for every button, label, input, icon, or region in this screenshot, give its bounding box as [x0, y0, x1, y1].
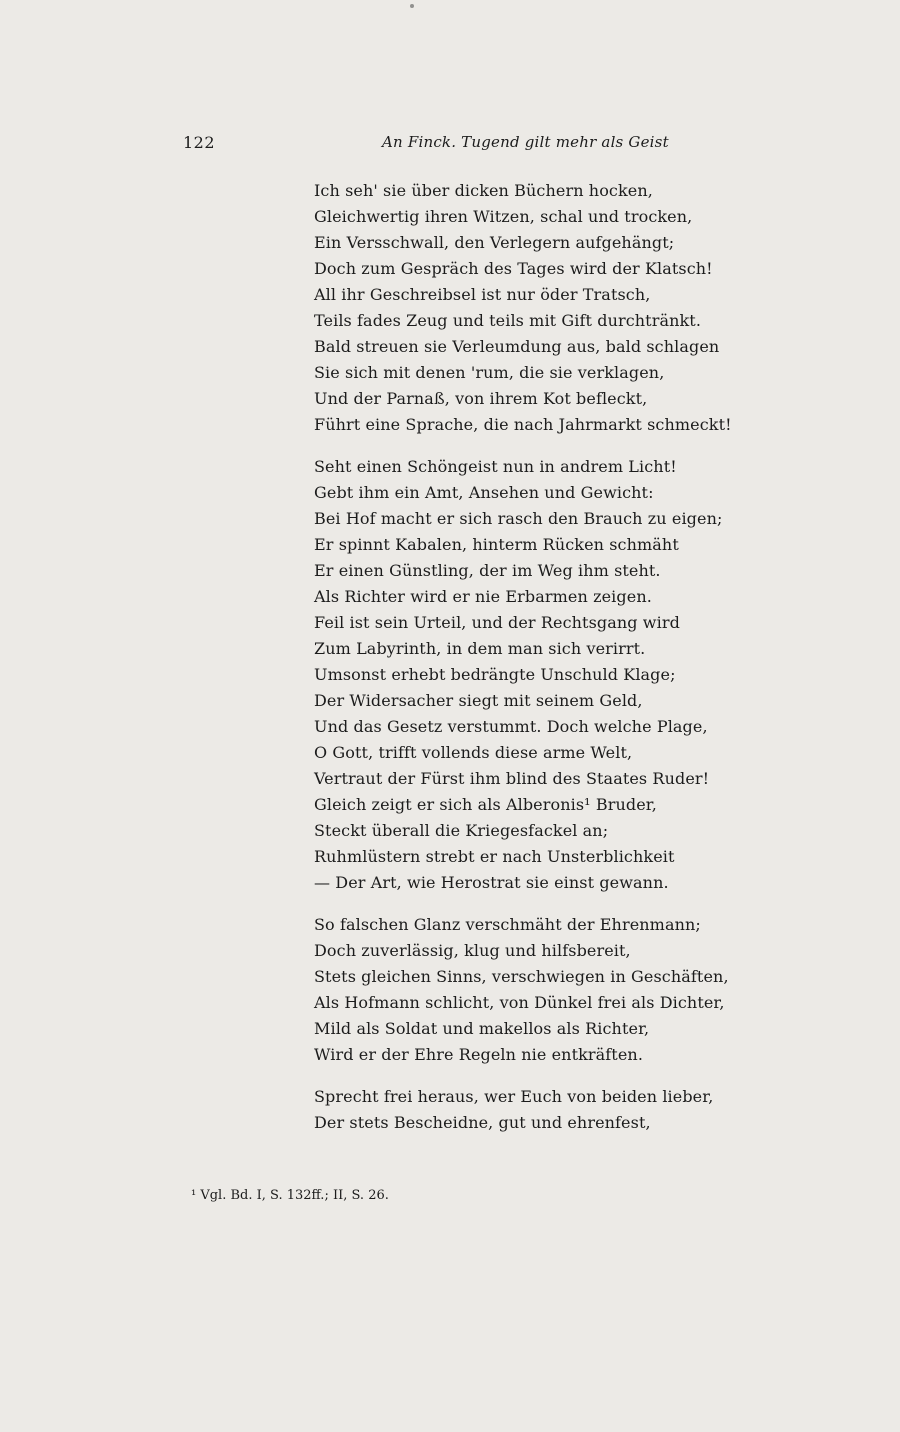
poem-line: Der stets Bescheidne, gut und ehrenfest,: [314, 1113, 651, 1132]
poem-line: Bei Hof macht er sich rasch den Brauch zu eigen;: [314, 509, 723, 528]
poem-line: Ruhmlüstern strebt er nach Unsterblichkeit: [314, 847, 675, 866]
poem-line: Bald streuen sie Verleumdung aus, bald schlagen: [314, 337, 720, 356]
page-number: 122: [183, 133, 216, 152]
poem-line: Und der Parnaß, von ihrem Kot befleckt,: [314, 389, 648, 408]
stanza-3: [314, 912, 729, 1068]
poem-line: Als Richter wird er nie Erbarmen zeigen.: [314, 587, 652, 606]
running-head: An Finck. Tugend gilt mehr als Geist: [382, 133, 669, 151]
poem-line: Er einen Günstling, der im Weg ihm steht.: [314, 561, 661, 580]
poem-line: Gleichwertig ihren Witzen, schal und trocken,: [314, 207, 693, 226]
poem-line: Sie sich mit denen 'rum, die sie verklagen,: [314, 363, 665, 382]
stanza-4: [314, 1084, 714, 1136]
poem-line: Feil ist sein Urteil, und der Rechtsgang wird: [314, 613, 680, 632]
poem-line: Doch zuverlässig, klug und hilfsbereit,: [314, 941, 631, 960]
stanza-2: [314, 454, 723, 896]
poem-line: Doch zum Gespräch des Tages wird der Klatsch!: [314, 259, 713, 278]
stanza-1: [314, 178, 732, 438]
poem-line: Seht einen Schöngeist nun in andrem Licht!: [314, 457, 677, 476]
poem-line: All ihr Geschreibsel ist nur öder Tratsch,: [314, 285, 651, 304]
poem-line: Zum Labyrinth, in dem man sich verirrt.: [314, 639, 646, 658]
poem-line: Der Widersacher siegt mit seinem Geld,: [314, 691, 643, 710]
poem-line: O Gott, trifft vollends diese arme Welt,: [314, 743, 633, 762]
poem-line: Mild als Soldat und makellos als Richter,: [314, 1019, 650, 1038]
poem-line: Teils fades Zeug und teils mit Gift durchtränkt.: [314, 311, 702, 330]
poem-line: Führt eine Sprache, die nach Jahrmarkt schmeckt!: [314, 415, 732, 434]
poem-line: Stets gleichen Sinns, verschwiegen in Geschäften,: [314, 967, 729, 986]
poem-line: Und das Gesetz verstummt. Doch welche Plage,: [314, 717, 708, 736]
poem-line: Steckt überall die Kriegesfackel an;: [314, 821, 609, 840]
poem-line: — Der Art, wie Herostrat sie einst gewann.: [314, 873, 669, 892]
poem-line: Gebt ihm ein Amt, Ansehen und Gewicht:: [314, 483, 654, 502]
poem-line: Ich seh' sie über dicken Büchern hocken,: [314, 181, 653, 200]
poem-line: Er spinnt Kabalen, hinterm Rücken schmäht: [314, 535, 679, 554]
poem-line: So falschen Glanz verschmäht der Ehrenmann;: [314, 915, 701, 934]
paper-speck: [410, 4, 414, 8]
poem-line: Sprecht frei heraus, wer Euch von beiden lieber,: [314, 1087, 714, 1106]
poem-line: Als Hofmann schlicht, von Dünkel frei als Dichter,: [314, 993, 725, 1012]
poem-line: Ein Versschwall, den Verlegern aufgehängt;: [314, 233, 675, 252]
poem-line: Umsonst erhebt bedrängte Unschuld Klage;: [314, 665, 676, 684]
poem-line: Vertraut der Fürst ihm blind des Staates Ruder!: [314, 769, 710, 788]
poem-line: Wird er der Ehre Regeln nie entkräften.: [314, 1045, 644, 1064]
footnote: ¹ Vgl. Bd. I, S. 132ff.; II, S. 26.: [191, 1188, 389, 1203]
poem-line: Gleich zeigt er sich als Alberonis¹ Bruder,: [314, 795, 657, 814]
poem: [314, 178, 732, 1136]
